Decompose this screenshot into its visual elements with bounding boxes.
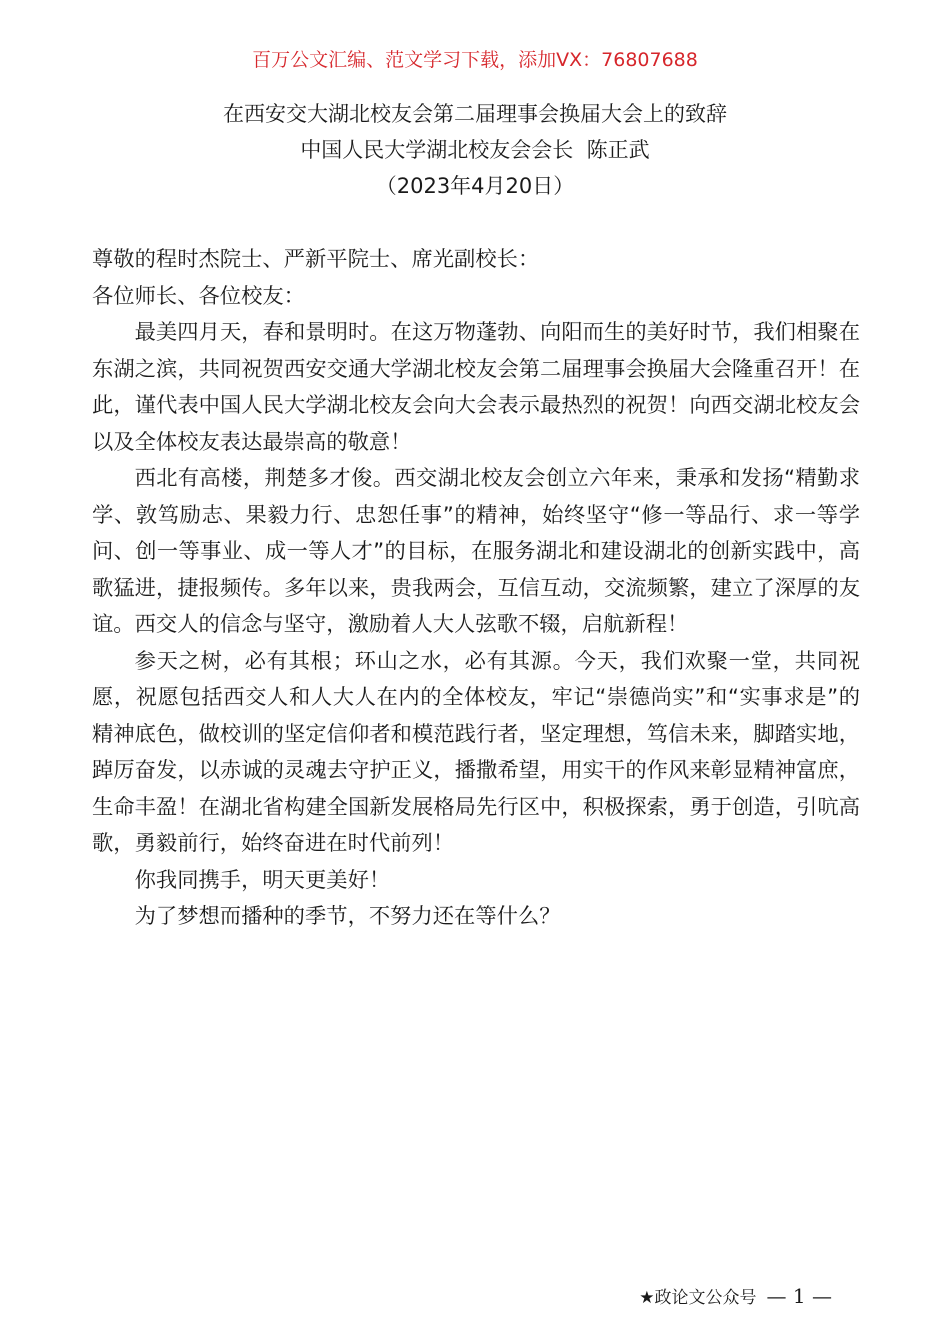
speech-body bbox=[92, 242, 860, 936]
document-title: 在西安交大湖北校友会第二届理事会换届大会上的致辞 bbox=[223, 102, 727, 126]
footer-source: ★政论文公众号 bbox=[639, 1288, 757, 1308]
paragraph: 你我同携手，明天更美好！ bbox=[134, 867, 391, 893]
author-line: 中国人民大学湖北校友会会长 陈正武 bbox=[300, 138, 650, 162]
page-number: — 1 — bbox=[766, 1284, 832, 1308]
header-banner: 百万公文汇编、范文学习下载，添加VX：76807688 bbox=[252, 49, 698, 71]
date-line: （2023年4月20日） bbox=[375, 174, 575, 198]
paragraph: 最美四月天，春和景明时。在这万物蓬勃、向阳而生的美好时节，我们相聚在东湖之滨，共同祝贺西安交通大学湖北校友会第二届理事会换届大会隆重召开！在此，谨代表中国人民大学湖北校友会向大会表示最热烈的祝贺！向西交湖北校友会以及全体校友表达最崇高的敬意！ bbox=[92, 320, 860, 455]
page-footer bbox=[639, 1282, 832, 1312]
salutation-line-1: 尊敬的程时杰院士、严新平院士、席光副校长： bbox=[92, 247, 540, 272]
paragraph: 参天之树，必有其根；环山之水，必有其源。今天，我们欢聚一堂，共同祝愿，祝愿包括西交人和人大人在内的全体校友，牢记“崇德尚实”和“实事求是”的精神底色，做校训的坚定信仰者和模范践行者，坚定理想，笃信未来，脚踏实地，踔厉奋发，以赤诚的灵魂去守护正义，播撒希望，用实干的作风来彰显精神富庶，生命丰盈！在湖北省构建全国新发展格局先行区中，积极探索，勇于创造，引吭高歌，勇毅前行，始终奋进在时代前列！ bbox=[92, 648, 860, 856]
title-block bbox=[0, 96, 950, 204]
paragraph: 为了梦想而播种的季节，不努力还在等什么？ bbox=[134, 904, 561, 929]
salutation-line-2: 各位师长、各位校友： bbox=[92, 283, 305, 309]
paragraph: 西北有高楼，荆楚多才俊。西交湖北校友会创立六年来，秉承和发扬“精勤求学、敦笃励志、果毅力行、忠恕任事”的精神，始终坚守“修一等品行、求一等学问、创一等事业、成一等人才”的目标，在服务湖北和建设湖北的创新实践中，高歌猛进，捷报频传。多年以来，贵我两会，互信互动，交流频繁，建立了深厚的友谊。西交人的信念与坚守，激励着人大人弦歌不辍，启航新程！ bbox=[92, 466, 860, 637]
